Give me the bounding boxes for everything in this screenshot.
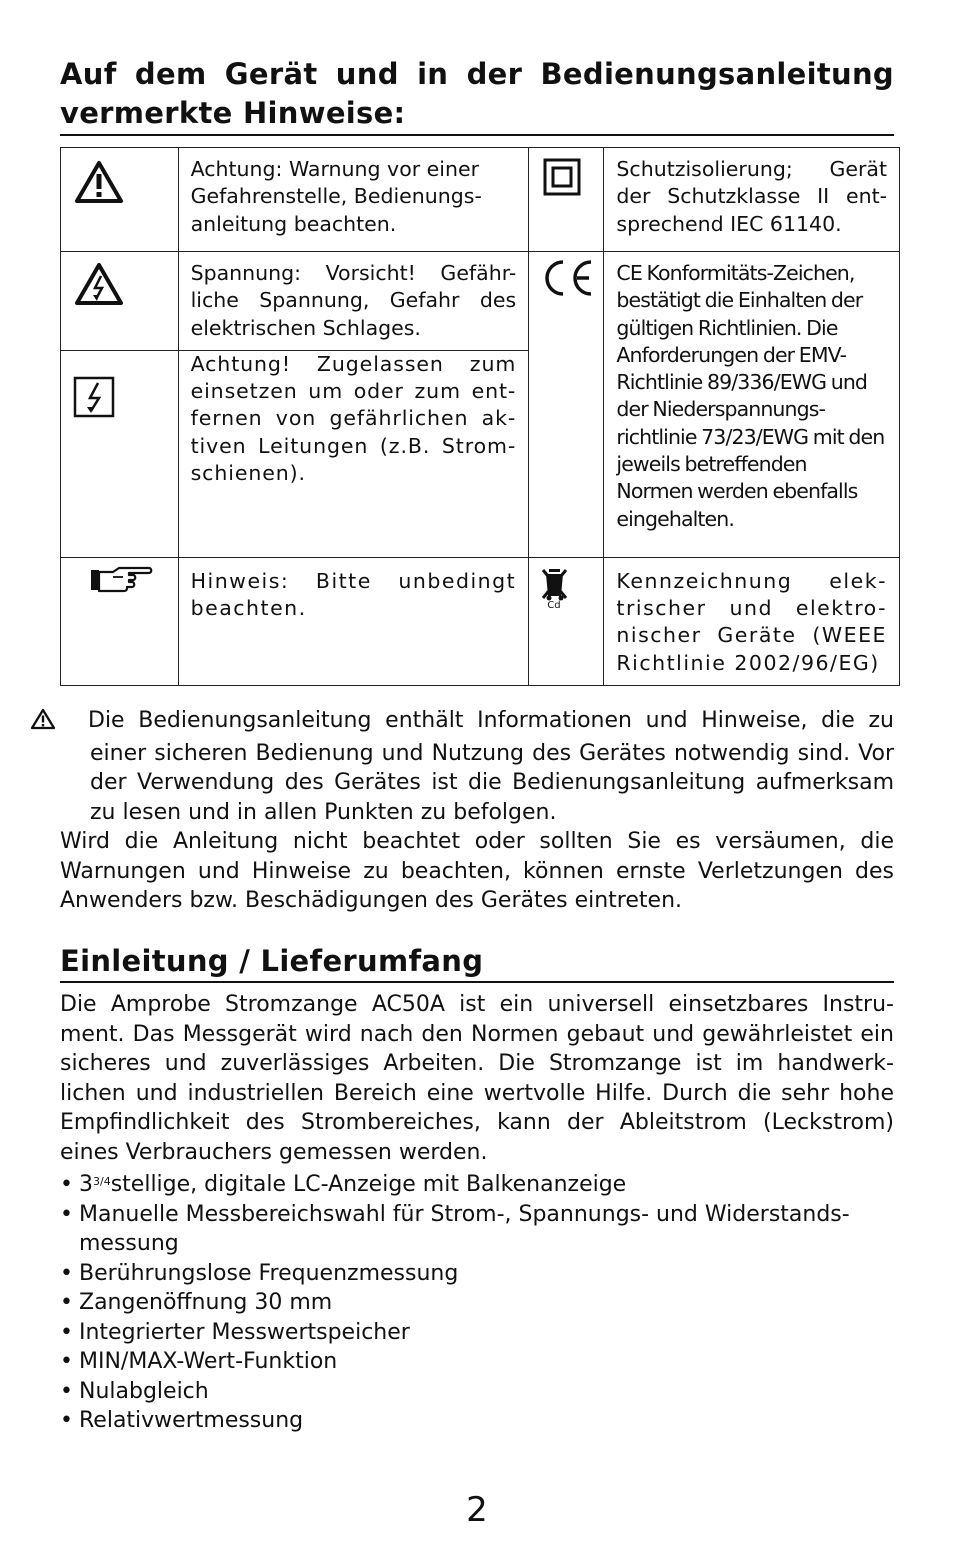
weee-icon-cell	[529, 557, 604, 685]
safety-text: Die Bedienungsanleitung enthält Informationen und Hinweise, die zu einer sicheren Bedienung und Nutzung des Gerätes notwendig sind. Vor der Verwendung des Gerätes ist die Bedienungsanleitung aufmerksam zu lesen und in allen Punkten zu befolgen.	[88, 708, 894, 825]
heading-symbols: Auf dem Gerät und in der Bedienungsanleitung vermerkte Hinweise:	[60, 57, 894, 130]
section-heading-symbols	[60, 55, 894, 136]
double-insulation-icon	[543, 158, 581, 196]
high-voltage-icon	[74, 262, 124, 306]
double-insulation-icon-cell	[529, 148, 604, 252]
double-insulation-description: Schutzisolierung; Gerät der Schutzklasse II ent-sprechend IEC 61140.	[604, 148, 900, 252]
heading-intro: Einleitung / Lieferumfang	[60, 944, 484, 978]
list-item: • Integrierter Messwertspeicher	[60, 1318, 894, 1348]
warning-triangle-icon	[74, 160, 124, 204]
ce-description: CE Konformitäts-Zeichen, bestätigt die Einhalten der gültigen Richtlinien. Die Anforderungen der EMV-Richtlinie 89/336/EWG und der Niederspannungs-richtlinie 73/23/EWG mit den jeweils betreffenden Normen werden ebenfalls eingehalten.	[604, 252, 900, 558]
list-item: • Berührungslose Frequenzmessung	[60, 1259, 894, 1289]
list-item: • Relativwertmessung	[60, 1406, 894, 1436]
warning-triangle-icon	[60, 708, 88, 739]
warning-icon-cell	[61, 148, 179, 252]
list-item: • Manuelle Messbereichswahl für Strom-, Spannungs- und Widerstands-messung	[60, 1200, 894, 1259]
intro-section	[60, 990, 894, 1436]
weee-description: Kennzeichnung elek-trischer und elektro-nischer Geräte (WEEE Richtlinie 2002/96/EG)	[604, 557, 900, 685]
fraction: 3/4	[93, 1175, 111, 1188]
list-item: • Nulabgleich	[60, 1377, 894, 1407]
voltage-description: Spannung: Vorsicht! Gefähr-liche Spannung, Gefahr des elektrischen Schlages.	[178, 252, 529, 351]
pointing-hand-icon	[89, 565, 153, 593]
live-work-icon	[73, 376, 115, 418]
symbols-row	[61, 148, 900, 252]
list-item: • $3^{3/4}stellige$, digitale LC-Anzeige mit Balkenanzeige	[60, 1167, 894, 1200]
page-number: 2	[466, 1490, 488, 1530]
voltage-icon-cell	[61, 252, 179, 351]
safety-paragraph	[60, 706, 894, 827]
symbols-row	[61, 252, 900, 351]
note-description: Hinweis: Bitte unbedingt beachten.	[178, 557, 529, 685]
heading-rule	[60, 134, 894, 136]
heading-rule	[60, 981, 894, 983]
consequence-paragraph: Wird die Anleitung nicht beachtet oder sollten Sie es versäumen, die Warnungen und Hinweise zu beachten, können ernste Verletzungen des Anwenders bzw. Beschädigungen des Gerätes eintreten.	[60, 829, 894, 913]
live-work-description: Achtung! Zugelassen zum einsetzen um oder zum ent-fernen von gefährlichen ak-tiven Leitungen (z.B. Strom-schienen).	[178, 350, 529, 557]
warning-description: Achtung: Warnung vor einer Gefahrenstelle, Bedienungs-anleitung beachten.	[178, 148, 529, 252]
ce-mark-icon	[541, 258, 595, 298]
list-item: • Zangenöffnung 30 mm	[60, 1288, 894, 1318]
symbols-row	[61, 557, 900, 685]
symbols-table	[60, 147, 900, 686]
note-icon-cell	[61, 557, 179, 685]
live-work-icon-cell	[61, 350, 179, 557]
feature-list	[60, 1167, 894, 1436]
safety-notice	[60, 706, 894, 916]
section-heading-intro	[60, 942, 894, 983]
ce-icon-cell	[529, 252, 604, 558]
intro-paragraph: Die Amprobe Stromzange AC50A ist ein universell einsetzbares Instru-ment. Das Messgerät wird nach den Normen gebaut und gewährleistet ein sicheres und zuverlässiges Arbeiten. Die Stromzange ist im handwerk-lichen und industriellen Bereich eine wertvolle Hilfe. Durch die sehr hohe Empfindlichkeit des Strombereiches, kann der Ableitstrom (Leckstrom) eines Verbrauchers gemessen werden.	[60, 992, 894, 1165]
list-item: • MIN/MAX-Wert-Funktion	[60, 1347, 894, 1377]
weee-cd-label: Cd	[547, 599, 561, 611]
